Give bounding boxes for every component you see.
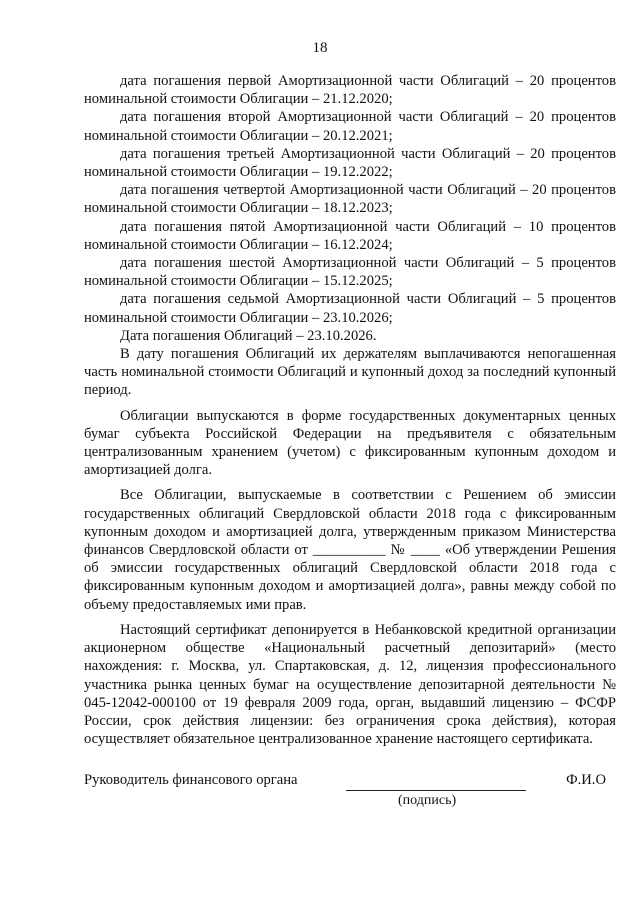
paragraph-equal-rights: Все Облигации, выпускаемые в соответствии с Решением об эмиссии государственных облигаций Свердловской области 2018 года с фиксированным купонным доходом и амортизацией долга, утвержденным приказом Министерства финансов Свердловской области от __________ № ____ «Об утверждении Решения об эмиссии государственных облигаций Свердловской области 2018 года с фиксированным купонным доходом и амортизацией долга», равны между собой по объему предоставляемых ими прав. [84,487,616,613]
paragraph-depository: Настоящий сертификат депонируется в Небанковской кредитной организации акционерном обществе «Национальный расчетный депозитарий» (место нахождения: г. Москва, ул. Спартаковская, д. 12, лицензия профессионального участника рынка ценных бумаг на осуществление депозитарной деятельности № 045-12042-000100 от 19 февраля 2009 года, орган, выдавший лицензию – ФСФР России, срок действия лицензии: без ограничения срока действия), которая осуществляет обязательное централизованное хранение настоящего сертификата. [84,621,616,748]
signatory-role: Руководитель финансового органа [84,772,298,788]
paragraph-amortization-3: дата погашения третьей Амортизационной части Облигаций – 20 процентов номинальной стоимости Облигации – 19.12.2022; [84,145,616,181]
page-number: 18 [312,40,328,56]
paragraph-maturity-date: Дата погашения Облигаций – 23.10.2026. [120,327,377,344]
document-body [84,72,616,748]
paragraph-amortization-6: дата погашения шестой Амортизационной части Облигаций – 5 процентов номинальной стоимости Облигации – 15.12.2025; [84,255,616,290]
paragraph-amortization-5: дата погашения пятой Амортизационной части Облигаций – 10 процентов номинальной стоимости Облигации – 16.12.2024; [84,218,616,253]
paragraph-amortization-4: дата погашения четвертой Амортизационной части Облигаций – 20 процентов номинальной стоимости Облигации – 18.12.2023; [84,182,616,217]
signature-block [84,772,616,812]
signatory-name-placeholder: Ф.И.О [566,772,606,788]
paragraph-amortization-7: дата погашения седьмой Амортизационной части Облигаций – 5 процентов номинальной стоимости Облигации – 23.10.2026; [84,291,616,326]
paragraph-amortization-1: дата погашения первой Амортизационной части Облигаций – 20 процентов номинальной стоимости Облигации – 21.12.2020; [84,73,616,108]
paragraph-amortization-2: дата погашения второй Амортизационной части Облигаций – 20 процентов номинальной стоимости Облигации – 20.12.2021; [84,109,616,144]
paragraph-maturity-payment: В дату погашения Облигаций их держателям выплачиваются непогашенная часть номинальной стоимости Облигаций и купонный доход за последний купонный период. [84,346,616,399]
signature-caption: (подпись) [398,793,457,808]
signature-line [346,790,526,791]
paragraph-bond-form: Облигации выпускаются в форме государственных документарных ценных бумаг субъекта Российской Федерации на предъявителя с обязательным централизованным хранением (учетом) с фиксированным купонным доходом и амортизацией долга. [84,407,616,479]
